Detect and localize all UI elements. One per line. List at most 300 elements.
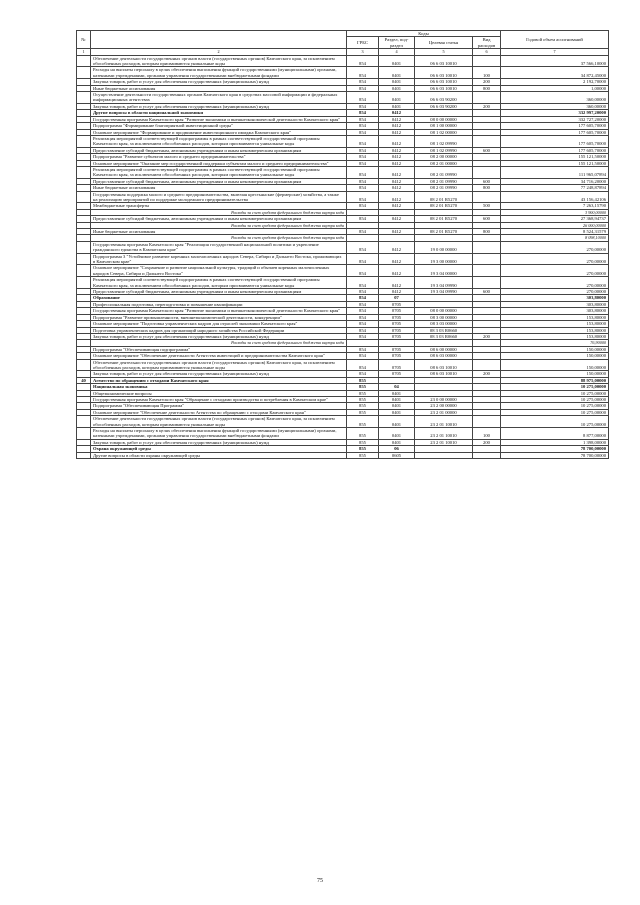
row-rzpr: 0705 [379, 327, 415, 333]
row-csr: 08 3 00 00000 [415, 314, 473, 320]
row-vr [473, 166, 501, 178]
row-grbs: 854 [347, 166, 379, 178]
row-rzpr: 0401 [379, 92, 415, 104]
row-csr: 08 3 03 00000 [415, 321, 473, 327]
table-row [77, 191, 609, 203]
row-name: Государственная программа Камчатского края "Реализация государственной национальной политики и укрепление гражданского единства в Камчатском крае" [91, 241, 347, 253]
row-csr: 08 2 01 09990 [415, 185, 473, 191]
row-csr: 08 1 00 00000 [415, 123, 473, 129]
row-number [77, 191, 91, 203]
row-name: Общеэкономические вопросы [91, 390, 347, 396]
row-name: Агентство по обращению с отходами Камчатского края [91, 377, 347, 383]
row-grbs: 854 [347, 265, 379, 277]
row-csr: 23 2 01 10010 [415, 439, 473, 445]
row-csr: 08 6 03 10010 [415, 359, 473, 371]
row-vr: 200 [473, 439, 501, 445]
row-rzpr: 0705 [379, 359, 415, 371]
row-rzpr: 0412 [379, 191, 415, 203]
row-grbs: 854 [347, 346, 379, 352]
row-grbs: 854 [347, 295, 379, 301]
row-name: Другие вопросы в области национальной экономики [91, 110, 347, 116]
row-name: Национальная экономика [91, 384, 347, 390]
table-row [77, 428, 609, 440]
row-number [77, 241, 91, 253]
row-grbs: 854 [347, 353, 379, 359]
row-csr: 08 1 02 00000 [415, 129, 473, 135]
row-csr: 08 6 00 00000 [415, 346, 473, 352]
row-grbs: 854 [347, 154, 379, 160]
row-csr: 08 1 02 09990 [415, 135, 473, 147]
row-name: Подпрограмма "Формирование благоприятной инвестиционной среды" [91, 123, 347, 129]
row-rzpr: 0401 [379, 439, 415, 445]
row-sum: 2 192,70000 [501, 79, 609, 85]
row-name: Предоставление субсидий бюджетным, автономным учреждениям и иным некоммерческим организациям [91, 147, 347, 153]
row-rzpr: 04 [379, 384, 415, 390]
row-rzpr: 0401 [379, 103, 415, 109]
row-vr: 200 [473, 103, 501, 109]
col-grbs-header: ГРБС [347, 37, 379, 49]
row-name: Государственная программа Камчатского края "Развитие экономики и внешнеэкономической деятельности Камчатского края" [91, 116, 347, 122]
row-grbs: 855 [347, 390, 379, 396]
row-sum: 10 275,00000 [501, 403, 609, 409]
row-rzpr: 06 [379, 446, 415, 452]
row-grbs: 855 [347, 439, 379, 445]
row-sum: 177 605,70000 [501, 123, 609, 129]
row-sum: 177 605,70000 [501, 147, 609, 153]
col-vr-header: Вид расходов [473, 37, 501, 49]
row-rzpr: 0401 [379, 403, 415, 409]
row-grbs: 854 [347, 67, 379, 79]
row-sum: 177 605,70000 [501, 129, 609, 135]
row-rzpr: 0412 [379, 123, 415, 129]
row-vr [473, 241, 501, 253]
row-name: Основное мероприятие "Обеспечение деятельности Агентства по обращению с отходами Камчатского края" [91, 409, 347, 415]
row-number [77, 428, 91, 440]
row-vr: 600 [473, 289, 501, 295]
row-vr [473, 416, 501, 428]
row-grbs: 854 [347, 110, 379, 116]
col-num-header: № [77, 31, 91, 49]
row-sum: 77 248,87894 [501, 185, 609, 191]
row-vr: 100 [473, 67, 501, 79]
row-sum: 26 000,00000 [501, 222, 609, 228]
row-csr: 08 2 01 09990 [415, 178, 473, 184]
row-sum: 150,00000 [501, 353, 609, 359]
row-rzpr: 0412 [379, 135, 415, 147]
row-csr: 23 2 01 10010 [415, 416, 473, 428]
row-csr: 06 6 03 90200 [415, 103, 473, 109]
row-name: Иные бюджетные ассигнования [91, 229, 347, 235]
row-rzpr: 0412 [379, 166, 415, 178]
row-csr: 19 3 04 09990 [415, 289, 473, 295]
row-name: Расходы за счет средств федерального бюджета внутри кода [91, 340, 347, 346]
index-cell: 3 [347, 49, 379, 55]
row-csr: 19 3 04 09990 [415, 277, 473, 289]
row-vr: 500 [473, 203, 501, 209]
index-cell: 2 [91, 49, 347, 55]
row-grbs: 854 [347, 92, 379, 104]
row-rzpr: 0412 [379, 160, 415, 166]
row-vr: 600 [473, 216, 501, 222]
table-row [77, 265, 609, 277]
row-sum: 150,00000 [501, 346, 609, 352]
row-name: Расходы за счет средств федерального бюджета внутри кода [91, 235, 347, 241]
row-name: Реализация мероприятий соответствующей подпрограммы в рамках соответствующей государственной программы Камчатского края, за исключением обособленных расходов, которым присваиваются уникальные коды [91, 277, 347, 289]
row-grbs: 854 [347, 185, 379, 191]
row-vr [473, 253, 501, 265]
row-grbs: 855 [347, 403, 379, 409]
row-grbs: 854 [347, 129, 379, 135]
row-grbs: 854 [347, 333, 379, 339]
index-cell: 5 [415, 49, 473, 55]
row-sum: 303,80000 [501, 301, 609, 307]
row-rzpr: 0401 [379, 67, 415, 79]
row-grbs: 854 [347, 371, 379, 377]
row-name: Образование [91, 295, 347, 301]
row-name: Иные бюджетные ассигнования [91, 85, 347, 91]
row-sum: 1,00000 [501, 85, 609, 91]
row-name: Расходы за счет средств федерального бюджета внутри кода [91, 222, 347, 228]
row-csr: 08 3 03 R0660 [415, 327, 473, 333]
row-grbs: 854 [347, 123, 379, 129]
row-rzpr: 0401 [379, 55, 415, 67]
row-csr: 08 2 01 00000 [415, 160, 473, 166]
row-sum: 8 098,10000 [501, 235, 609, 241]
row-name: Предоставление субсидий бюджетным, автономным учреждениям и иным некоммерческим организациям [91, 289, 347, 295]
row-csr: 08 2 01 R5270 [415, 203, 473, 209]
row-rzpr: 0705 [379, 321, 415, 327]
row-grbs: 854 [347, 147, 379, 153]
row-grbs: 854 [347, 253, 379, 265]
row-vr: 800 [473, 229, 501, 235]
row-vr: 800 [473, 85, 501, 91]
row-rzpr: 0705 [379, 371, 415, 377]
row-name: Осуществление деятельности государственных органов Камчатского края в средствах массовой информации и федеральных информационных агентствах [91, 92, 347, 104]
row-sum: 10 275,00000 [501, 396, 609, 402]
row-number: 40 [77, 377, 91, 383]
row-name: Подпрограмма "Обеспечивающая подпрограмма" [91, 346, 347, 352]
row-sum: 153,80000 [501, 321, 609, 327]
row-sum: 111 965,07894 [501, 166, 609, 178]
row-rzpr: 07 [379, 295, 415, 301]
row-vr [473, 277, 501, 289]
row-vr [473, 135, 501, 147]
row-name: Межбюджетные трансферты [91, 203, 347, 209]
row-grbs: 854 [347, 178, 379, 184]
row-grbs: 854 [347, 216, 379, 222]
row-name: Основное мероприятие "Обеспечение деятельности Агентства инвестиций и предпринимательства Камчатского края" [91, 353, 347, 359]
table-row [77, 452, 609, 458]
row-vr: 600 [473, 178, 501, 184]
row-rzpr: 0412 [379, 265, 415, 277]
row-rzpr: 0412 [379, 129, 415, 135]
row-rzpr: 0412 [379, 216, 415, 222]
row-vr: 800 [473, 185, 501, 191]
row-sum: 270,00000 [501, 241, 609, 253]
col-csr-header: Целевая статья [415, 37, 473, 49]
row-number [77, 416, 91, 428]
row-name: Подпрограмма 3 "Устойчивое развитие коренных малочисленных народов Севера, Сибири и Дальнего Востока, проживающих в Камчатском крае" [91, 253, 347, 265]
row-grbs: 854 [347, 321, 379, 327]
row-grbs: 855 [347, 428, 379, 440]
row-rzpr: 0705 [379, 353, 415, 359]
index-cell: 1 [77, 49, 91, 55]
row-grbs: 854 [347, 160, 379, 166]
row-rzpr: 0401 [379, 85, 415, 91]
row-vr: 600 [473, 147, 501, 153]
row-grbs: 854 [347, 116, 379, 122]
row-sum: 37 566,10000 [501, 55, 609, 67]
row-sum: 34 872,45000 [501, 67, 609, 79]
table-row [77, 416, 609, 428]
row-rzpr: 0705 [379, 333, 415, 339]
row-rzpr: 0412 [379, 203, 415, 209]
row-grbs: 855 [347, 396, 379, 402]
row-csr: 19 3 00 00000 [415, 253, 473, 265]
row-csr: 19 0 00 00000 [415, 241, 473, 253]
row-rzpr: 0412 [379, 241, 415, 253]
row-name: Обеспечение деятельности государственных органов власти (государственных органов) Камчатского края, за исключением обособленных расходов, которым присваиваются уникальные коды [91, 55, 347, 67]
row-rzpr: 0705 [379, 308, 415, 314]
row-number [77, 253, 91, 265]
row-rzpr: 0412 [379, 147, 415, 153]
row-csr: 08 2 01 R5270 [415, 229, 473, 235]
table-row [77, 135, 609, 147]
row-grbs: 854 [347, 277, 379, 289]
row-vr [473, 92, 501, 104]
row-name: Расходы на выплаты персоналу в целях обеспечения выполнения функций государственными (муниципальными) органами, казенными учреждениями, органами управления государственными внебюджетными фондами [91, 67, 347, 79]
row-csr: 06 6 03 90200 [415, 92, 473, 104]
row-name: Государственная программа Камчатского края "Обращение с отходами производства и потребления в Камчатском крае" [91, 396, 347, 402]
row-rzpr: 0412 [379, 229, 415, 235]
row-vr [473, 191, 501, 203]
row-grbs: 855 [347, 409, 379, 415]
row-rzpr: 0412 [379, 116, 415, 122]
row-rzpr: 0412 [379, 289, 415, 295]
row-csr: 08 2 01 R5270 [415, 216, 473, 222]
row-sum: 78 700,00000 [501, 446, 609, 452]
row-rzpr: 0705 [379, 346, 415, 352]
col-name-header [91, 31, 347, 49]
row-grbs: 854 [347, 359, 379, 371]
row-sum: 303,80000 [501, 295, 609, 301]
row-sum: 155 121,50000 [501, 154, 609, 160]
row-csr: 08 2 00 00000 [415, 154, 473, 160]
row-sum: 7 263,15790 [501, 203, 609, 209]
row-vr: 200 [473, 79, 501, 85]
row-name: Государственная поддержка малого и среднего предпринимательства, включая крестьянские (фермерские) хозяйства, а также на реализацию мероприятий по поддержке молодежного предпринимательства [91, 191, 347, 203]
row-sum: 76,90000 [501, 340, 609, 346]
row-name: Иные бюджетные ассигнования [91, 185, 347, 191]
row-grbs: 854 [347, 314, 379, 320]
row-name: Основное мероприятие "Оказание мер государственной поддержки субъектам малого и среднего предпринимательства" [91, 160, 347, 166]
row-number [77, 67, 91, 79]
row-sum: 360,00000 [501, 92, 609, 104]
row-number [77, 452, 91, 458]
index-cell: 6 [473, 49, 501, 55]
row-sum: 10 275,00000 [501, 390, 609, 396]
row-rzpr: 0401 [379, 390, 415, 396]
table-row [77, 67, 609, 79]
row-name: Расходы за счет средств федерального бюджета внутри кода [91, 209, 347, 215]
row-sum: 270,00000 [501, 265, 609, 277]
row-name: Реализация мероприятий соответствующей подпрограммы в рамках соответствующей государственной программы Камчатского края, за исключением обособленных расходов, которым присваиваются уникальные коды [91, 166, 347, 178]
row-csr: 08 0 00 00000 [415, 308, 473, 314]
row-sum: 270,00000 [501, 253, 609, 265]
index-cell: 4 [379, 49, 415, 55]
row-rzpr: 0401 [379, 396, 415, 402]
row-vr [473, 55, 501, 67]
table-row [77, 253, 609, 265]
row-rzpr: 0605 [379, 452, 415, 458]
table-row [77, 241, 609, 253]
row-sum: 153,80000 [501, 327, 609, 333]
budget-sheet [76, 30, 608, 459]
row-number [77, 92, 91, 104]
row-csr: 08 3 03 R0660 [415, 333, 473, 339]
row-name: Профессиональная подготовка, переподготовка и повышение квалификации [91, 301, 347, 307]
row-name: Основное мероприятие "Формирование и продвижение инвестиционного имиджа Камчатского края" [91, 129, 347, 135]
row-name: Подготовка управленческих кадров для организаций народного хозяйства Российской Федерации [91, 327, 347, 333]
row-csr: 08 2 01 R5270 [415, 191, 473, 203]
row-name: Обеспечение деятельности государственных органов власти (государственных органов) Камчатского края, за исключением обособленных расходов, которым присваиваются уникальные коды [91, 359, 347, 371]
row-name: Закупка товаров, работ и услуг для обеспечения государственных (муниципальных) нужд [91, 333, 347, 339]
row-rzpr: 0401 [379, 416, 415, 428]
row-csr: 08 1 02 09990 [415, 147, 473, 153]
row-sum: 177 605,70000 [501, 135, 609, 147]
row-sum: 332 997,20000 [501, 110, 609, 116]
row-grbs: 855 [347, 384, 379, 390]
col-sum-header: Годовой объем ассигнований [501, 31, 609, 49]
row-sum: 78 700,00000 [501, 452, 609, 458]
row-vr [473, 265, 501, 277]
row-vr [473, 359, 501, 371]
row-vr: 100 [473, 428, 501, 440]
budget-table [76, 30, 609, 459]
row-grbs: 854 [347, 301, 379, 307]
row-grbs: 855 [347, 416, 379, 428]
table-row [77, 166, 609, 178]
row-vr [473, 452, 501, 458]
row-sum: 150,00000 [501, 359, 609, 371]
table-row [77, 359, 609, 371]
row-grbs: 854 [347, 135, 379, 147]
row-name: Расходы на выплаты персоналу в целях обеспечения выполнения функций государственными (муниципальными) органами, казенными учреждениями, органами управления государственными внебюджетными фондами [91, 428, 347, 440]
row-name: Подпрограмма "Развитие промышленности, внешнеэкономической деятельности, конкуренции" [91, 314, 347, 320]
row-csr: 23 2 01 10010 [415, 428, 473, 440]
row-number [77, 166, 91, 178]
row-number [77, 55, 91, 67]
row-name: Подпрограмма "Обеспечивающая Программа" [91, 403, 347, 409]
row-csr: 06 6 03 10010 [415, 79, 473, 85]
header-row-top [77, 31, 609, 37]
row-grbs: 854 [347, 308, 379, 314]
index-cell: 7 [501, 49, 609, 55]
row-sum: 43 156,42106 [501, 191, 609, 203]
row-name: Закупка товаров, работ и услуг для обеспечения государственных (муниципальных) нужд [91, 439, 347, 445]
row-grbs: 854 [347, 327, 379, 333]
row-rzpr: 0401 [379, 409, 415, 415]
row-number [77, 277, 91, 289]
row-name: Закупка товаров, работ и услуг для обеспечения государственных (муниципальных) нужд [91, 371, 347, 377]
row-csr: 08 6 03 10010 [415, 371, 473, 377]
row-sum: 1 398,00000 [501, 439, 609, 445]
row-grbs: 854 [347, 85, 379, 91]
codes-header: Коды [347, 31, 501, 37]
row-sum: 155 121,50000 [501, 160, 609, 166]
row-csr: 08 2 01 09990 [415, 166, 473, 178]
row-grbs: 854 [347, 289, 379, 295]
row-csr: 06 6 03 10010 [415, 55, 473, 67]
budget-rows [77, 55, 609, 458]
row-grbs: 854 [347, 191, 379, 203]
row-grbs: 854 [347, 229, 379, 235]
row-name: Охрана окружающей среды [91, 446, 347, 452]
row-sum: 150,00000 [501, 371, 609, 377]
row-csr [415, 452, 473, 458]
row-sum: 270,00000 [501, 289, 609, 295]
row-name: Обеспечение деятельности государственных органов власти (государственных органов) Камчатского края, за исключением обособленных расходов, которым присваиваются уникальные коды [91, 416, 347, 428]
row-name: Закупка товаров, работ и услуг для обеспечения государственных (муниципальных) нужд [91, 79, 347, 85]
row-rzpr: 0401 [379, 79, 415, 85]
row-sum: 153,80000 [501, 314, 609, 320]
row-rzpr: 0705 [379, 301, 415, 307]
row-name: Закупка товаров, работ и услуг для обеспечения государственных (муниципальных) нужд [91, 103, 347, 109]
row-rzpr: 0412 [379, 178, 415, 184]
row-grbs: 855 [347, 377, 379, 383]
row-vr: 200 [473, 333, 501, 339]
row-name: Другие вопросы в области охраны окружающей среды [91, 452, 347, 458]
row-number [77, 265, 91, 277]
page-number: 75 [317, 878, 323, 884]
row-sum: 88 975,00000 [501, 377, 609, 383]
row-rzpr: 0412 [379, 185, 415, 191]
row-name: Реализация мероприятий соответствующей подпрограммы в рамках соответствующей государственной программы Камчатского края, за исключением обособленных расходов, которым присваиваются уникальные коды [91, 135, 347, 147]
row-grbs: 854 [347, 79, 379, 85]
table-row [77, 277, 609, 289]
row-csr: 06 6 03 10010 [415, 85, 473, 91]
row-sum: 34 716,20000 [501, 178, 609, 184]
row-csr: 23 2 01 00000 [415, 409, 473, 415]
row-rzpr: 0412 [379, 154, 415, 160]
col-rzpr-header: Раздел, под- раздел [379, 37, 415, 49]
row-csr: 23 0 00 00000 [415, 396, 473, 402]
row-name: Предоставление субсидий бюджетным, автономным учреждениям и иным некоммерческим организациям [91, 216, 347, 222]
row-name: Государственная программа Камчатского края "Развитие экономики и внешнеэкономической деятельности Камчатского края" [91, 308, 347, 314]
row-rzpr: 0412 [379, 277, 415, 289]
row-name: Предоставление субсидий бюджетным, автономным учреждениям и иным некоммерческим организациям [91, 178, 347, 184]
row-rzpr: 0412 [379, 253, 415, 265]
row-sum: 303,80000 [501, 308, 609, 314]
row-sum: 10 275,00000 [501, 416, 609, 428]
row-grbs: 854 [347, 203, 379, 209]
row-rzpr: 0401 [379, 428, 415, 440]
row-sum: 27 368,94737 [501, 216, 609, 222]
row-sum: 10 275,00000 [501, 409, 609, 415]
row-grbs: 854 [347, 103, 379, 109]
row-sum: 8 877,00000 [501, 428, 609, 440]
row-grbs: 854 [347, 55, 379, 67]
table-row [77, 92, 609, 104]
row-name: Основное мероприятие "Подготовка управленческих кадров для отраслей экономики Камчатского края" [91, 321, 347, 327]
row-sum: 332 727,20000 [501, 116, 609, 122]
row-name: Основное мероприятие "Сохранение и развитие национальной культуры, традиций и обычаев коренных малочисленных народов Севера, Сибири и Дальнего Востока" [91, 265, 347, 277]
row-csr: 23 2 00 00000 [415, 403, 473, 409]
row-number [77, 135, 91, 147]
row-sum: 10 275,00000 [501, 384, 609, 390]
row-csr: 19 3 04 00000 [415, 265, 473, 277]
row-csr: 08 0 00 00000 [415, 116, 473, 122]
